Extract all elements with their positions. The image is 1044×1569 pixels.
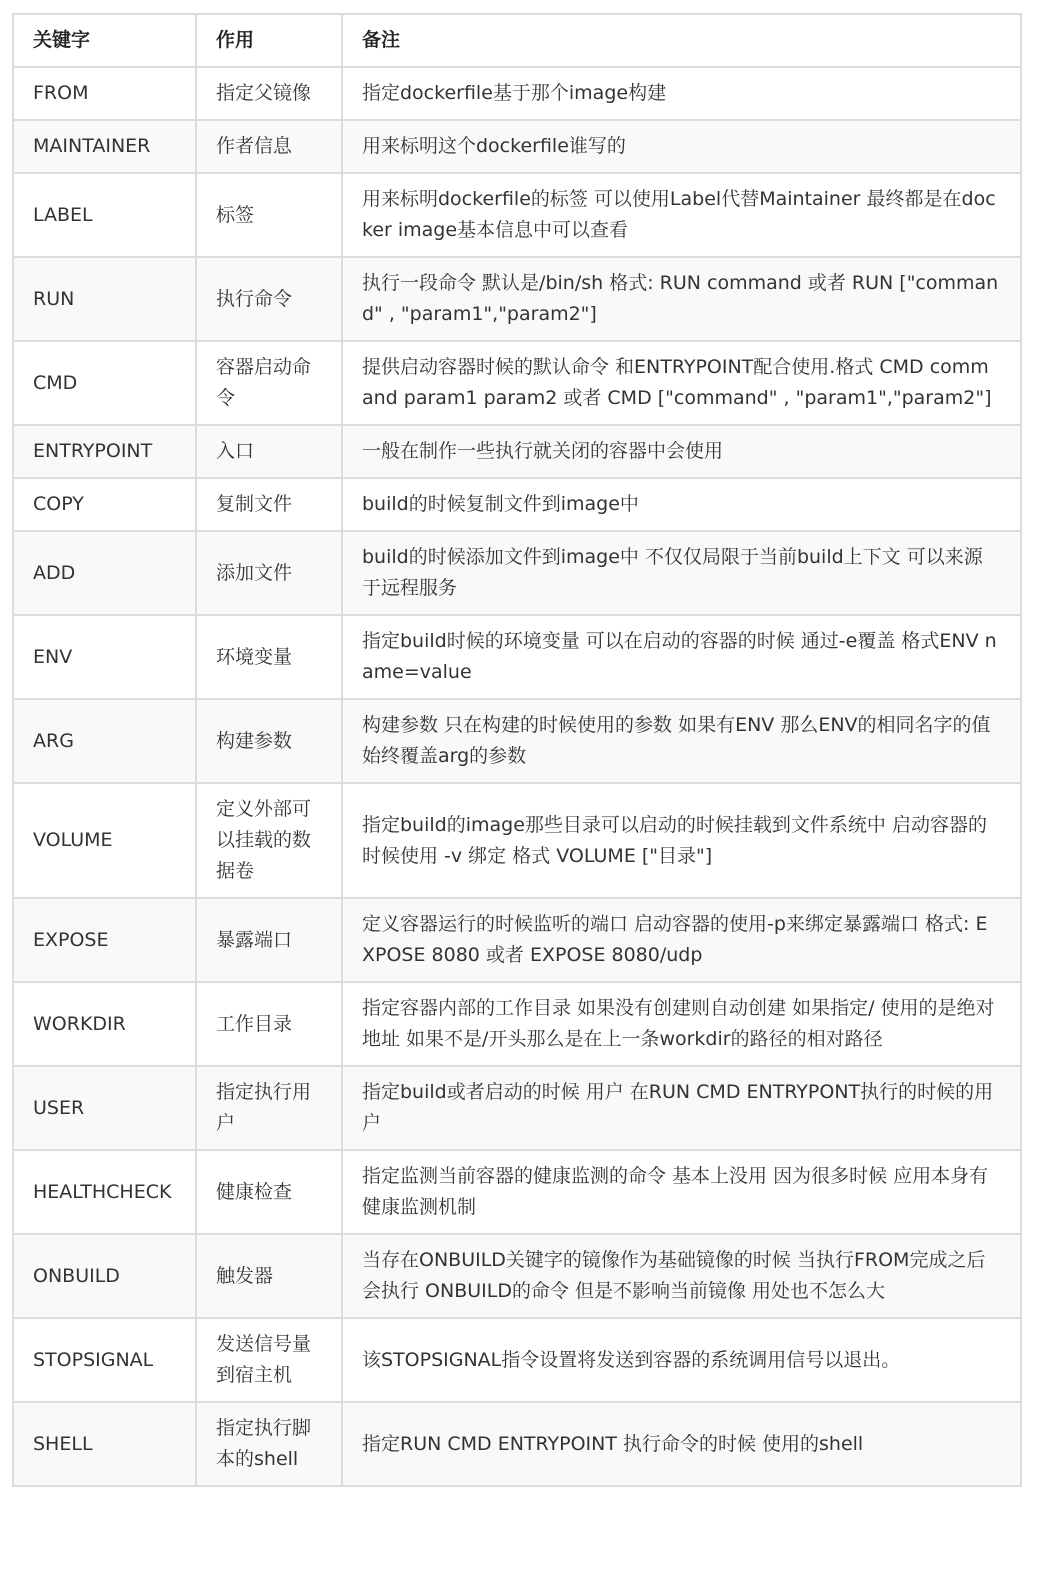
header-note: 备注 xyxy=(342,14,1021,67)
cell-purpose: 发送信号量到宿主机 xyxy=(196,1318,342,1402)
table-row xyxy=(13,1066,1021,1150)
dockerfile-keyword-table xyxy=(12,13,1022,1487)
cell-purpose: 执行命令 xyxy=(196,257,342,341)
cell-note: build的时候添加文件到image中 不仅仅局限于当前build上下文 可以来源于远程服务 xyxy=(342,531,1021,615)
cell-purpose: 工作目录 xyxy=(196,982,342,1066)
table-row xyxy=(13,1234,1021,1318)
table-row xyxy=(13,615,1021,699)
cell-keyword: ENTRYPOINT xyxy=(13,425,196,478)
cell-keyword: HEALTHCHECK xyxy=(13,1150,196,1234)
cell-note: 构建参数 只在构建的时候使用的参数 如果有ENV 那么ENV的相同名字的值始终覆盖arg的参数 xyxy=(342,699,1021,783)
table-row xyxy=(13,425,1021,478)
table-row xyxy=(13,898,1021,982)
table-row xyxy=(13,341,1021,425)
table-row xyxy=(13,120,1021,173)
cell-purpose: 容器启动命令 xyxy=(196,341,342,425)
table-row xyxy=(13,1150,1021,1234)
table-row xyxy=(13,173,1021,257)
cell-keyword: CMD xyxy=(13,341,196,425)
cell-purpose: 入口 xyxy=(196,425,342,478)
cell-note: 该STOPSIGNAL指令设置将发送到容器的系统调用信号以退出。 xyxy=(342,1318,1021,1402)
cell-purpose: 构建参数 xyxy=(196,699,342,783)
cell-purpose: 作者信息 xyxy=(196,120,342,173)
cell-note: 指定build的image那些目录可以启动的时候挂载到文件系统中 启动容器的时候使用 -v 绑定 格式 VOLUME ["目录"] xyxy=(342,783,1021,898)
cell-keyword: EXPOSE xyxy=(13,898,196,982)
cell-keyword: COPY xyxy=(13,478,196,531)
cell-note: 提供启动容器时候的默认命令 和ENTRYPOINT配合使用.格式 CMD command param1 param2 或者 CMD ["command" , "param1","param2"] xyxy=(342,341,1021,425)
cell-keyword: FROM xyxy=(13,67,196,120)
table-body xyxy=(13,67,1021,1486)
cell-purpose: 复制文件 xyxy=(196,478,342,531)
cell-note: 指定RUN CMD ENTRYPOINT 执行命令的时候 使用的shell xyxy=(342,1402,1021,1486)
cell-purpose: 定义外部可以挂载的数据卷 xyxy=(196,783,342,898)
cell-purpose: 指定执行脚本的shell xyxy=(196,1402,342,1486)
cell-note: 一般在制作一些执行就关闭的容器中会使用 xyxy=(342,425,1021,478)
cell-purpose: 健康检查 xyxy=(196,1150,342,1234)
header-purpose: 作用 xyxy=(196,14,342,67)
cell-keyword: ADD xyxy=(13,531,196,615)
cell-purpose: 指定父镜像 xyxy=(196,67,342,120)
dockerfile-keyword-table-container xyxy=(12,13,1020,1487)
cell-keyword: ONBUILD xyxy=(13,1234,196,1318)
cell-note: 执行一段命令 默认是/bin/sh 格式: RUN command 或者 RUN ["command" , "param1","param2"] xyxy=(342,257,1021,341)
cell-note: 定义容器运行的时候监听的端口 启动容器的使用-p来绑定暴露端口 格式: EXPOSE 8080 或者 EXPOSE 8080/udp xyxy=(342,898,1021,982)
cell-note: 当存在ONBUILD关键字的镜像作为基础镜像的时候 当执行FROM完成之后 会执行 ONBUILD的命令 但是不影响当前镜像 用处也不怎么大 xyxy=(342,1234,1021,1318)
table-row xyxy=(13,699,1021,783)
cell-purpose: 添加文件 xyxy=(196,531,342,615)
cell-keyword: VOLUME xyxy=(13,783,196,898)
cell-purpose: 暴露端口 xyxy=(196,898,342,982)
table-row xyxy=(13,1318,1021,1402)
cell-keyword: USER xyxy=(13,1066,196,1150)
table-row xyxy=(13,67,1021,120)
cell-note: 指定监测当前容器的健康监测的命令 基本上没用 因为很多时候 应用本身有健康监测机制 xyxy=(342,1150,1021,1234)
table-row xyxy=(13,982,1021,1066)
cell-note: build的时候复制文件到image中 xyxy=(342,478,1021,531)
table-row xyxy=(13,1402,1021,1486)
cell-purpose: 环境变量 xyxy=(196,615,342,699)
header-keyword: 关键字 xyxy=(13,14,196,67)
table-header xyxy=(13,14,1021,67)
cell-note: 指定dockerfile基于那个image构建 xyxy=(342,67,1021,120)
cell-keyword: WORKDIR xyxy=(13,982,196,1066)
cell-keyword: ARG xyxy=(13,699,196,783)
cell-keyword: STOPSIGNAL xyxy=(13,1318,196,1402)
header-row xyxy=(13,14,1021,67)
cell-keyword: LABEL xyxy=(13,173,196,257)
cell-keyword: RUN xyxy=(13,257,196,341)
cell-note: 指定build时候的环境变量 可以在启动的容器的时候 通过-e覆盖 格式ENV name=value xyxy=(342,615,1021,699)
cell-purpose: 指定执行用户 xyxy=(196,1066,342,1150)
cell-purpose: 触发器 xyxy=(196,1234,342,1318)
cell-note: 指定容器内部的工作目录 如果没有创建则自动创建 如果指定/ 使用的是绝对地址 如果不是/开头那么是在上一条workdir的路径的相对路径 xyxy=(342,982,1021,1066)
table-row xyxy=(13,478,1021,531)
table-row xyxy=(13,257,1021,341)
cell-note: 用来标明dockerfile的标签 可以使用Label代替Maintainer 最终都是在docker image基本信息中可以查看 xyxy=(342,173,1021,257)
table-row xyxy=(13,783,1021,898)
cell-keyword: MAINTAINER xyxy=(13,120,196,173)
cell-keyword: ENV xyxy=(13,615,196,699)
cell-keyword: SHELL xyxy=(13,1402,196,1486)
cell-note: 指定build或者启动的时候 用户 在RUN CMD ENTRYPONT执行的时候的用户 xyxy=(342,1066,1021,1150)
cell-purpose: 标签 xyxy=(196,173,342,257)
cell-note: 用来标明这个dockerfile谁写的 xyxy=(342,120,1021,173)
table-row xyxy=(13,531,1021,615)
